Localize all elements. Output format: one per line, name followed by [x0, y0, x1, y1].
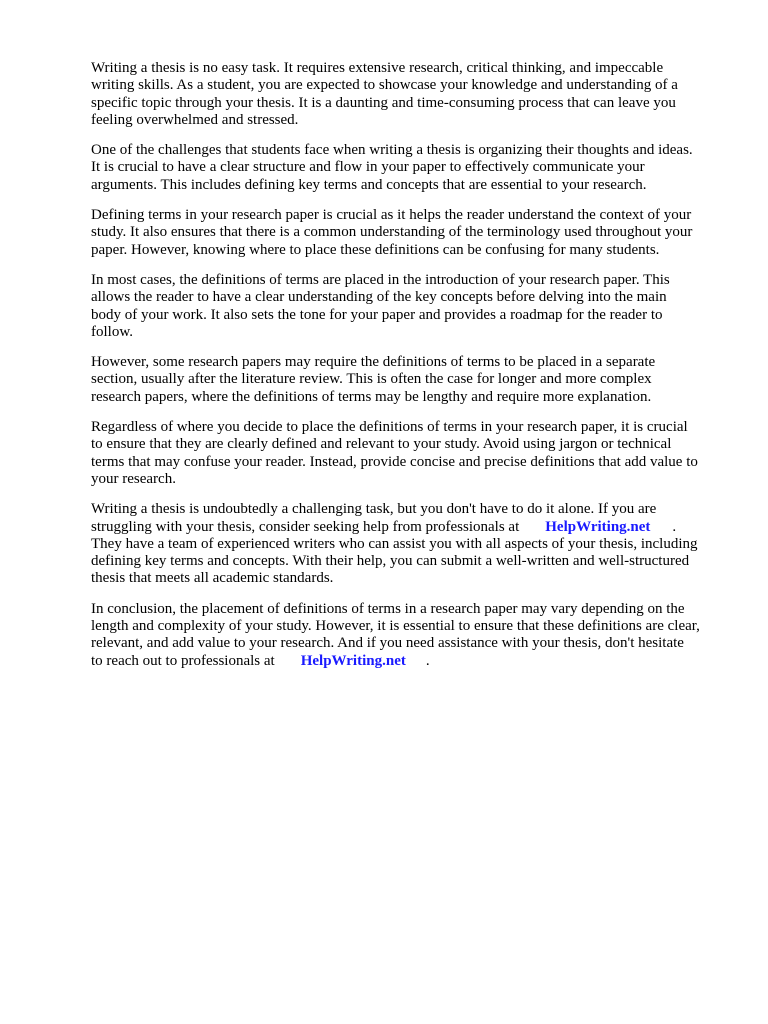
text-line: body of your work. It also sets the tone for your paper and provides a roadmap for the reader to — [91, 306, 663, 323]
text-line: They have a team of experienced writers who can assist you with all aspects of your thesis, including — [91, 535, 698, 552]
text-line-with-link — [91, 519, 727, 536]
text-line: One of the challenges that students face when writing a thesis is organizing their thoughts and ideas. — [91, 142, 693, 159]
paragraph — [91, 501, 727, 587]
text-line: to ensure that they are clearly defined and relevant to your study. Avoid using jargon or technical — [91, 436, 672, 453]
line-text: to reach out to professionals at — [91, 652, 275, 669]
text-line: arguments. This includes defining key terms and concepts that are essential to your research. — [91, 176, 647, 193]
text-line: writing skills. As a student, you are expected to showcase your knowledge and understanding of a — [91, 77, 678, 94]
text-line: defining key terms and concepts. With their help, you can submit a well-written and well-structured — [91, 553, 690, 570]
text-line: relevant, and add value to your research. And if you need assistance with your thesis, don't hesitate — [91, 635, 684, 652]
line-text: . — [425, 652, 430, 669]
text-line: section, usually after the literature review. This is often the case for longer and more complex — [91, 371, 652, 388]
paragraph — [91, 60, 727, 129]
text-line: Writing a thesis is undoubtedly a challenging task, but you don't have to do it alone. If you are — [91, 501, 657, 518]
text-line: your research. — [91, 470, 176, 487]
text-line: study. It also ensures that there is a common understanding of the terminology used throughout your — [91, 224, 693, 241]
text-line: paper. However, knowing where to place these definitions can be confusing for many students. — [91, 241, 660, 258]
text-line: Regardless of where you decide to place the definitions of terms in your research paper, it is crucial — [91, 419, 688, 436]
document-body — [91, 60, 727, 683]
paragraph — [91, 272, 727, 341]
text-line: follow. — [91, 323, 133, 340]
text-line: However, some research papers may require the definitions of terms to be placed in a separate — [91, 354, 656, 371]
text-line: It is crucial to have a clear structure and flow in your paper to effectively communicate your — [91, 159, 645, 176]
helpwriting-link[interactable]: HelpWriting.net — [300, 652, 406, 669]
paragraph — [91, 354, 727, 406]
text-line: length and complexity of your study. However, it is essential to ensure that these definitions are clear, — [91, 618, 700, 635]
text-line: thesis that meets all academic standards. — [91, 570, 334, 587]
text-line: terms that may confuse your reader. Instead, provide concise and precise definitions that add value to — [91, 453, 698, 470]
text-line: Writing a thesis is no easy task. It requires extensive research, critical thinking, and impeccable — [91, 60, 664, 76]
paragraph — [91, 207, 727, 259]
text-line: specific topic through your thesis. It is a daunting and time-consuming process that can leave you — [91, 94, 676, 111]
helpwriting-link[interactable]: HelpWriting.net — [545, 518, 651, 535]
text-line: In conclusion, the placement of definitions of terms in a research paper may vary depending on the — [91, 600, 685, 617]
text-line: Defining terms in your research paper is crucial as it helps the reader understand the context of your — [91, 207, 692, 224]
paragraph — [91, 142, 727, 194]
text-line: research papers, where the definitions of terms may be lengthy and require more explanation. — [91, 388, 652, 405]
text-line: In most cases, the definitions of terms are placed in the introduction of your research paper. This — [91, 271, 670, 288]
line-text: struggling with your thesis, consider seeking help from professionals at — [91, 518, 520, 535]
line-text: . — [672, 518, 677, 535]
text-line: feeling overwhelmed and stressed. — [91, 111, 299, 128]
text-line-with-link — [91, 653, 727, 670]
text-line: allows the reader to have a clear understanding of the key concepts before delving into the main — [91, 289, 667, 306]
paragraph — [91, 419, 727, 488]
paragraph — [91, 601, 727, 670]
